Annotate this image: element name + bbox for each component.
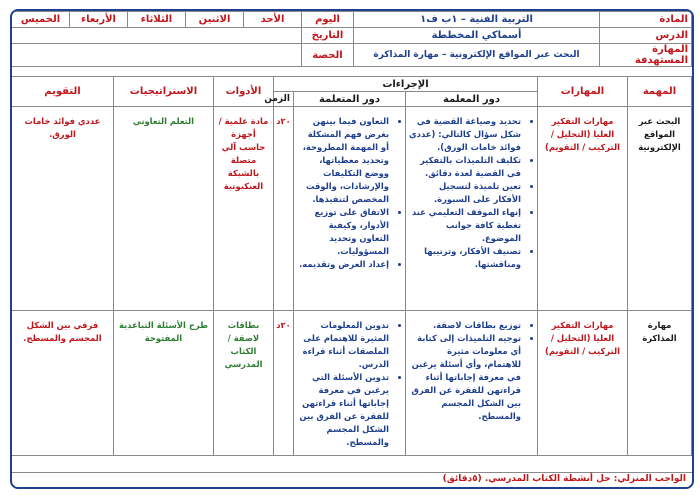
lesson-main-table	[11, 76, 692, 456]
strategies-cell: التعلم التعاوني	[113, 107, 213, 311]
student-role-cell	[294, 107, 406, 311]
lesson-header-table	[11, 11, 692, 67]
col-task: المهمة	[628, 77, 692, 107]
date-value-cell	[12, 28, 302, 44]
lesson-plan-sheet	[10, 9, 694, 489]
student-role-cell	[294, 311, 406, 456]
subject-value: التربية الفنية – ١ب ف١	[354, 12, 600, 28]
list-item: • تعين تلميذة لتسجيل الأفكار على السبورة.	[409, 180, 521, 206]
header-gap	[12, 67, 692, 76]
period-value-cell	[12, 44, 302, 67]
list-item: • تحديد وصياغة القضية في شكل سؤال كالتالي: (عددي فوائد خامات الورق).	[409, 115, 521, 154]
day-label: اليوم	[302, 12, 354, 28]
student-items-list	[297, 115, 402, 271]
time-cell: ٢٠د	[273, 107, 293, 311]
day-wednesday: الأربعاء	[70, 12, 128, 28]
time-cell: ٢٠د	[273, 311, 293, 456]
teacher-items-list	[409, 115, 534, 271]
col-strategies: الاستراتيجيات	[113, 77, 213, 107]
day-monday: الاثنين	[186, 12, 244, 28]
strategies-cell: طرح الأسئلة التباعدية المفتوحة	[113, 311, 213, 456]
day-sunday: الأحد	[244, 12, 302, 28]
col-teacher-role: دور المعلمة	[406, 92, 538, 107]
col-student-role: دور المتعلمة	[294, 92, 406, 107]
teacher-items-list	[409, 319, 534, 423]
col-procedures: الإجراءات	[273, 77, 537, 92]
target-skill-label: المهارة المستهدفة	[600, 44, 692, 67]
date-label: التاريخ	[302, 28, 354, 44]
lesson-label: الدرس	[600, 28, 692, 44]
list-item: • تدوين المعلومات المثيرة للاهتمام على الملصقات أثناء قراءة الدرس.	[297, 319, 389, 371]
list-item: • تكليف التلميذات بالتفكير في القضية لعدة دقائق.	[409, 154, 521, 180]
lesson-row-1	[11, 107, 691, 311]
skills-cell: مهارات التفكير العليا (التحليل / التركيب / التقويم)	[538, 311, 628, 456]
teacher-role-cell	[406, 107, 538, 311]
evaluation-cell: فرقي بين الشكل المجسم والمسطح.	[11, 311, 113, 456]
list-item: • توزيع بطاقات لاصقة.	[409, 319, 521, 332]
list-item: • الاتفاق على توزيع الأدوار، وكيفية التعاون وتحديد المسؤوليات.	[297, 206, 389, 258]
target-skill-value: البحث عبر المواقع الإلكترونية – مهارة المذاكرة	[354, 44, 600, 67]
list-item: • تصنيف الأفكار، وترتيبها ومناقشتها.	[409, 245, 521, 271]
tools-cell: بطاقات لاصقة / الكتاب المدرسي	[213, 311, 273, 456]
lesson-value: أسماكي المخططة	[354, 28, 600, 44]
list-item: • إنهاء الموقف التعليمي عند تغطية كافة جوانب الموضوع.	[409, 206, 521, 245]
student-items-list	[297, 319, 402, 449]
list-item: • تدوين الأسئلة التي يرغبن في معرفة إجاباتها أثناء قراءتهن للفقرة عن الفرق بين الشكل المجسم والمسطح.	[297, 371, 389, 449]
subject-label: المادة	[600, 12, 692, 28]
col-time: الزمن	[273, 92, 293, 107]
task-cell: البحث عبر المواقع الإلكترونية	[628, 107, 692, 311]
tools-cell: مادة علمية / أجهزة حاسب آلي متصلة بالشبكة العنكبوتية	[213, 107, 273, 311]
col-tools: الأدوات	[213, 77, 273, 107]
col-evaluation: التقويم	[11, 77, 113, 107]
period-label: الحصة	[302, 44, 354, 67]
day-thursday: الخميس	[12, 12, 70, 28]
homework-footer: الواجب المنزلي: حل أنشطة الكتاب المدرسي. (٥دقائق)	[12, 472, 692, 487]
list-item: • إعداد العرض وتقديمه.	[297, 258, 389, 271]
skills-cell: مهارات التفكير العليا (التحليل / التركيب / التقويم)	[538, 107, 628, 311]
evaluation-cell: عددي فوائد خامات الورق.	[11, 107, 113, 311]
list-item: • توجيه التلميذات إلى كتابة أي معلومات مثيرة للاهتمام، وأي أسئلة يرغبن في معرفة إجاباتها أثناء قراءتهن للفقرة عن الفرق بين الشكل المجسم والمسطح.	[409, 332, 521, 423]
teacher-role-cell	[406, 311, 538, 456]
task-cell: مهارة المذاكرة	[628, 311, 692, 456]
day-tuesday: الثلاثاء	[128, 12, 186, 28]
lesson-row-2	[11, 311, 691, 456]
col-skills: المهارات	[538, 77, 628, 107]
list-item: • التعاون فيما بينهن بغرض فهم المشكلة أو المهمة المطروحة، وتحديد معطياتها، ووضع التكليفات والإرشادات، والوقت المخصص لتنفيذها.	[297, 115, 389, 206]
